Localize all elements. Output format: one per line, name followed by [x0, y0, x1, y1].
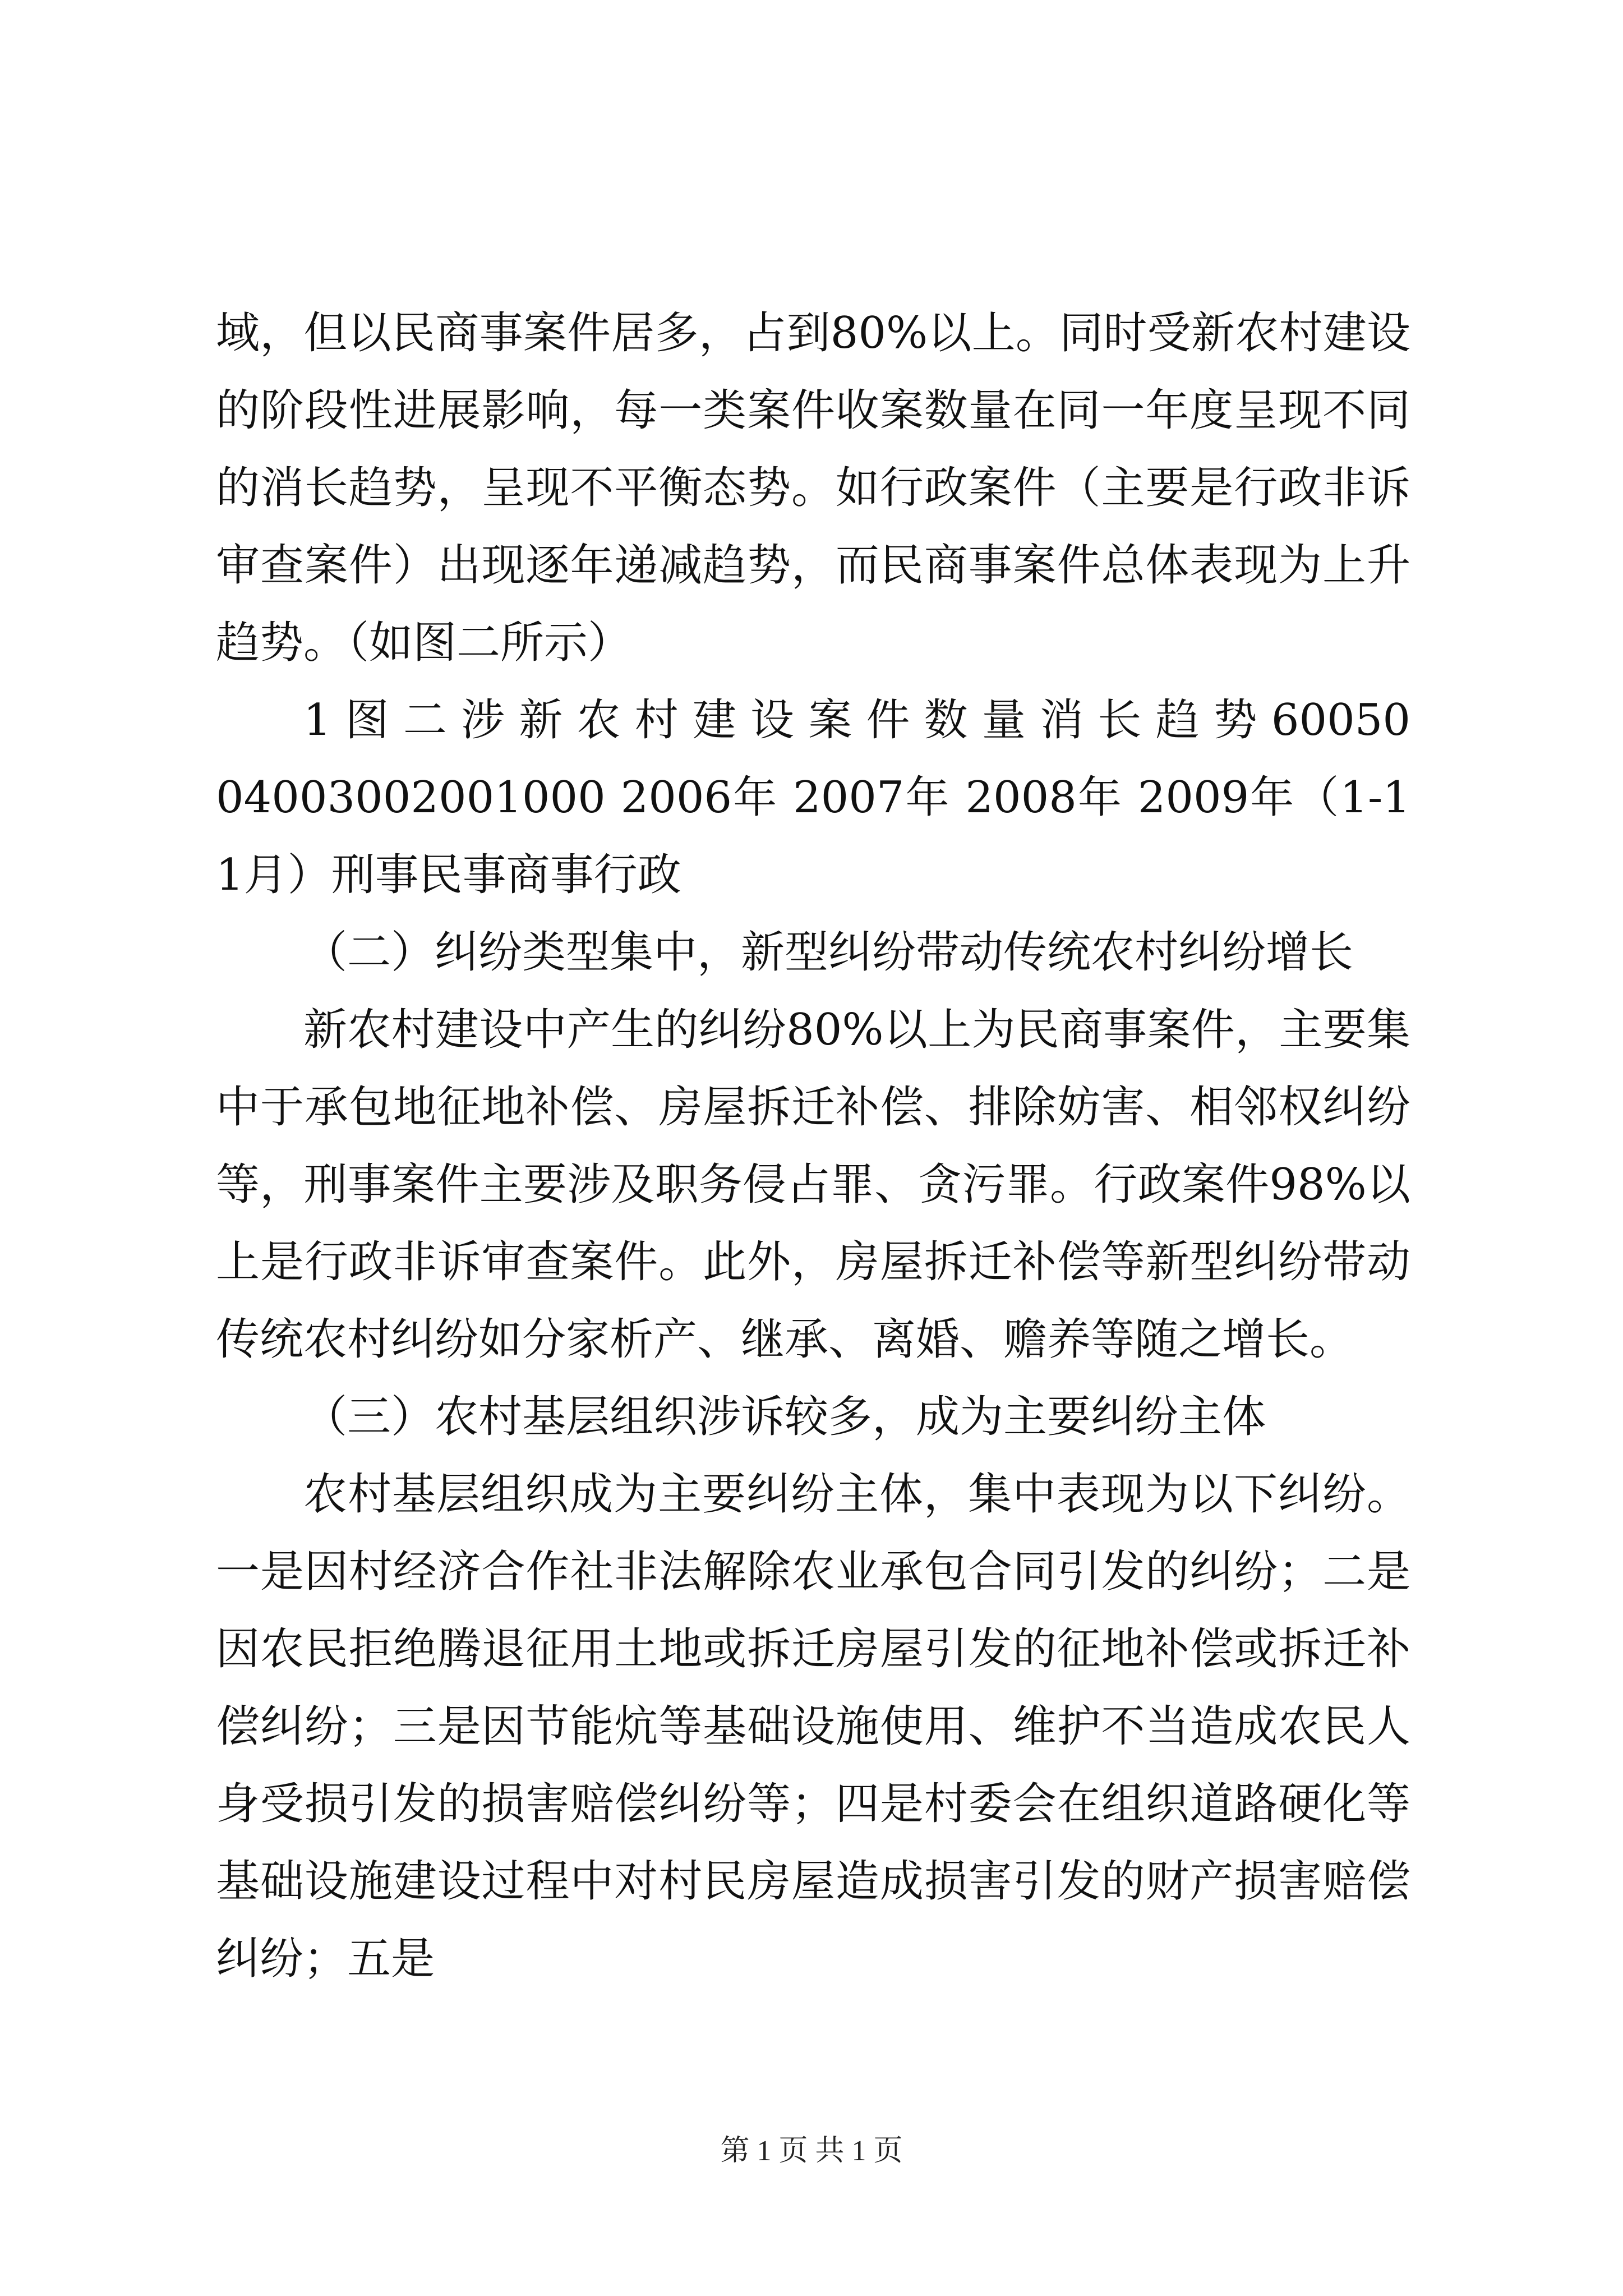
paragraph-section-2: 新农村建设中产生的纠纷80%以上为民商事案件，主要集中于承包地征地补偿、房屋拆迁补偿、排除妨害、相邻权纠纷等，刑事案件主要涉及职务侵占罪、贪污罪。行政案件98%以上是行政非诉审查案件。此外，房屋拆迁补偿等新型纠纷带动传统农村纠纷如分家析产、继承、离婚、赡养等随之增长。 — [216, 1005, 1410, 1365]
section-heading-3: （三）农村基层组织涉诉较多，成为主要纠纷主体 — [303, 1392, 1266, 1442]
document-body — [216, 295, 1410, 1998]
paragraph-intro: 域，但以民商事案件居多，占到80%以上。同时受新农村建设的阶段性进展影响，每一类案件收案数量在同一年度呈现不同的消长趋势，呈现不平衡态势。如行政案件（主要是行政非诉审查案件）出现逐年递减趋势，而民商事案件总体表现为上升趋势。（如图二所示） — [216, 308, 1410, 668]
section-heading-2: （二）纠纷类型集中，新型纠纷带动传统农村纠纷增长 — [303, 927, 1354, 978]
page-footer — [0, 2132, 1623, 2171]
paragraph-chart-caption: 1 图 二 涉 新 农 村 建 设 案 件 数 量 消 长 趋 势 6005004003002001000 2006年 2007年 2008年 2009年（1-11月）刑事民事商事行政 — [216, 695, 1410, 900]
page-number-label: 第 1 页 共 1 页 — [720, 2135, 903, 2167]
paragraph-section-3: 农村基层组织成为主要纠纷主体，集中表现为以下纠纷。一是因村经济合作社非法解除农业承包合同引发的纠纷；二是因农民拒绝腾退征用土地或拆迁房屋引发的征地补偿或拆迁补偿纠纷；三是因节能炕等基础设施使用、维护不当造成农民人身受损引发的损害赔偿纠纷等；四是村委会在组织道路硬化等基础设施建设过程中对村民房屋造成损害引发的财产损害赔偿纠纷；五是 — [216, 1469, 1410, 1984]
